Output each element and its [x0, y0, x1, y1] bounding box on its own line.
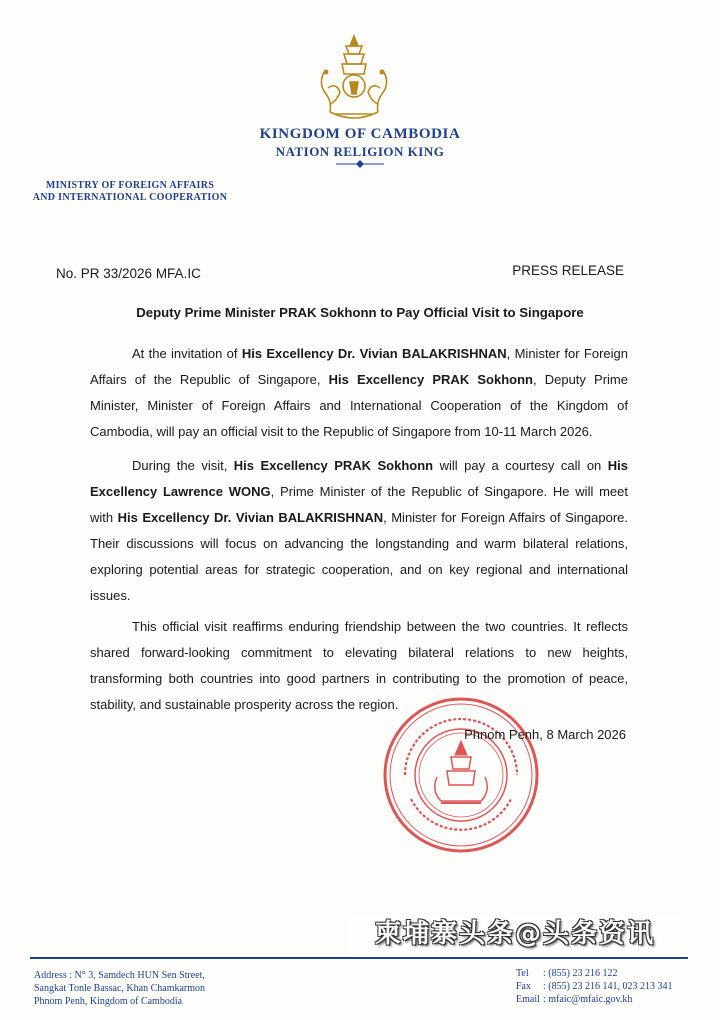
p1-text-a: At the invitation of — [132, 346, 242, 361]
paragraph-2 — [90, 453, 628, 609]
tel-label: Tel — [516, 968, 529, 979]
fax-value: : (855) 23 216 141, 023 213 341 — [543, 981, 673, 992]
headline: Deputy Prime Minister PRAK Sokhonn to Pay Official Visit to Singapore — [136, 305, 584, 320]
footer-divider — [30, 957, 688, 959]
email-value: : mfaic@mfaic.gov.kh — [543, 994, 633, 1005]
p3-text: This official visit reaffirms enduring friendship between the two countries. It reflects shared forward-looking commitment to elevating bilateral relations to new heights, transforming both countries into good partners in contributing to the promotion of peace, stability, and sustainable prosperity across the region. — [90, 619, 628, 712]
p1-text-c: , Minister for Foreign Affairs of the Republic of Singapore, — [90, 346, 629, 387]
email-label: Email — [516, 994, 540, 1005]
p2-text-a: During the visit, — [132, 458, 234, 473]
address-line-2: Sangkat Tonle Bassac, Khan Chamkarmon — [34, 983, 206, 994]
p2-text-g: , Minister for Foreign Affairs of Singapore. Their discussions will focus on advancing the longstanding and warm bilateral relations, exploring potential areas for strategic cooperation, and on key regional and international issues. — [90, 510, 629, 603]
official-seal-icon — [381, 695, 541, 855]
p2-bold-b: His Excellency PRAK Sokhonn — [233, 458, 434, 473]
p1-bold-b: His Excellency Dr. Vivian BALAKRISHNAN — [241, 346, 507, 361]
contact-fax — [516, 980, 672, 993]
paragraph-3 — [90, 614, 628, 718]
footer-address — [34, 969, 205, 1008]
kingdom-title: KINGDOM OF CAMBODIA — [259, 126, 461, 142]
footer-contact — [516, 967, 672, 1006]
document-number: No. PR 33/2026 MFA.IC — [56, 266, 201, 281]
paragraph-1 — [90, 341, 628, 445]
ministry-line-1: MINISTRY OF FOREIGN AFFAIRS — [45, 180, 215, 191]
source-watermark: 柬埔寨头条@头条资讯 — [350, 914, 680, 954]
contact-tel — [516, 967, 672, 980]
p2-text-e: , Prime Minister of the Republic of Singapore. He will meet with — [90, 484, 629, 525]
address-line-3: Phnom Penh, Kingdom of Cambodia — [34, 996, 183, 1007]
p2-text-c: will pay a courtesy call on — [433, 458, 608, 473]
ornament-divider-icon — [336, 160, 384, 168]
document-type: PRESS RELEASE — [512, 263, 624, 278]
ministry-line-2: AND INTERNATIONAL COOPERATION — [32, 192, 228, 203]
p1-text-e: , Deputy Prime Minister, Minister of Foreign Affairs and International Cooperation of the Kingdom of Cambodia, will pay an official visit to the Republic of Singapore from 10-11 March 2026. — [90, 372, 628, 439]
place-and-date: Phnom Penh, 8 March 2026 — [464, 727, 626, 742]
ministry-name — [20, 180, 240, 204]
address-line-1: Address : N° 3, Samdech HUN Sen Street, — [34, 970, 205, 981]
p2-bold-d: His Excellency Lawrence WONG — [90, 458, 628, 499]
tel-value: : (855) 23 216 122 — [543, 968, 618, 979]
p2-bold-f: His Excellency Dr. Vivian BALAKRISHNAN — [117, 510, 384, 525]
fax-label: Fax — [516, 981, 531, 992]
contact-email — [516, 993, 672, 1006]
royal-emblem-icon — [306, 32, 402, 124]
national-motto: NATION RELIGION KING — [275, 144, 445, 159]
p1-bold-d: His Excellency PRAK Sokhonn — [328, 372, 533, 387]
